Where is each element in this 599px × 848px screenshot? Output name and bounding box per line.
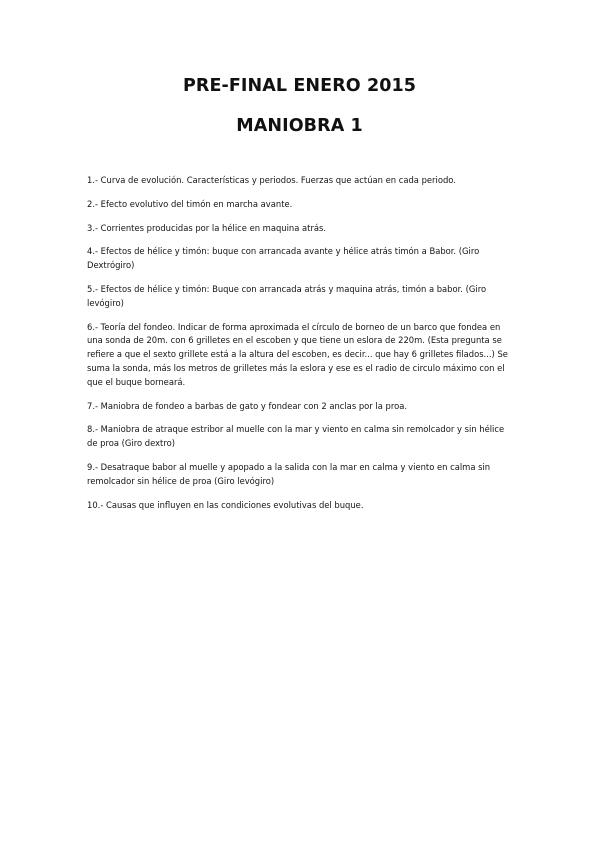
question-item: 1.- Curva de evolución. Características y periodos. Fuerzas que actúan en cada periodo.	[87, 175, 456, 185]
question-item: 8.- Maniobra de atraque estribor al muelle con la mar y viento en calma sin remolcador y sin hélice de proa (Giro dextro)	[87, 424, 505, 449]
question-item: 9.- Desatraque babor al muelle y apopado a la salida con la mar en calma y viento en calma sin remolcador sin hélice de proa (Giro levógiro)	[87, 461, 491, 486]
question-item: 4.- Efectos de hélice y timón: buque con arrancada avante y hélice atrás timón a Babor. (Giro Dextrógiro)	[87, 246, 480, 271]
question-item: 3.- Corrientes producidas por la hélice en maquina atrás.	[87, 222, 327, 233]
question-item: 6.- Teoría del fondeo. Indicar de forma aproximada el círculo de borneo de un barco que fondea en una sonda de 20m. con 6 grilletes en el escoben y que tiene un eslora de 220m. (Esta pregunta se refiere a que el sexto grillete está a la altura del escoben, es decir... que hay 6 grilletes filados...) Se suma la sonda, más los metros de grilletes más la eslora y ese es el radio de circulo máximo con el que el buque borneará.	[87, 321, 508, 387]
question-item: 10.- Causas que influyen en las condiciones evolutivas del buque.	[87, 499, 364, 510]
page-title: PRE-FINAL ENERO 2015	[182, 76, 417, 96]
question-item: 2.- Efecto evolutivo del timón en marcha avante.	[87, 198, 293, 209]
question-item: 7.- Maniobra de fondeo a barbas de gato y fondear con 2 anclas por la proa.	[87, 400, 408, 411]
page-subtitle: MANIOBRA 1	[236, 116, 363, 136]
question-list	[87, 174, 517, 522]
question-item: 5.- Efectos de hélice y timón: Buque con arrancada atrás y maquina atrás, timón a babor. (Giro levógiro)	[87, 283, 487, 308]
